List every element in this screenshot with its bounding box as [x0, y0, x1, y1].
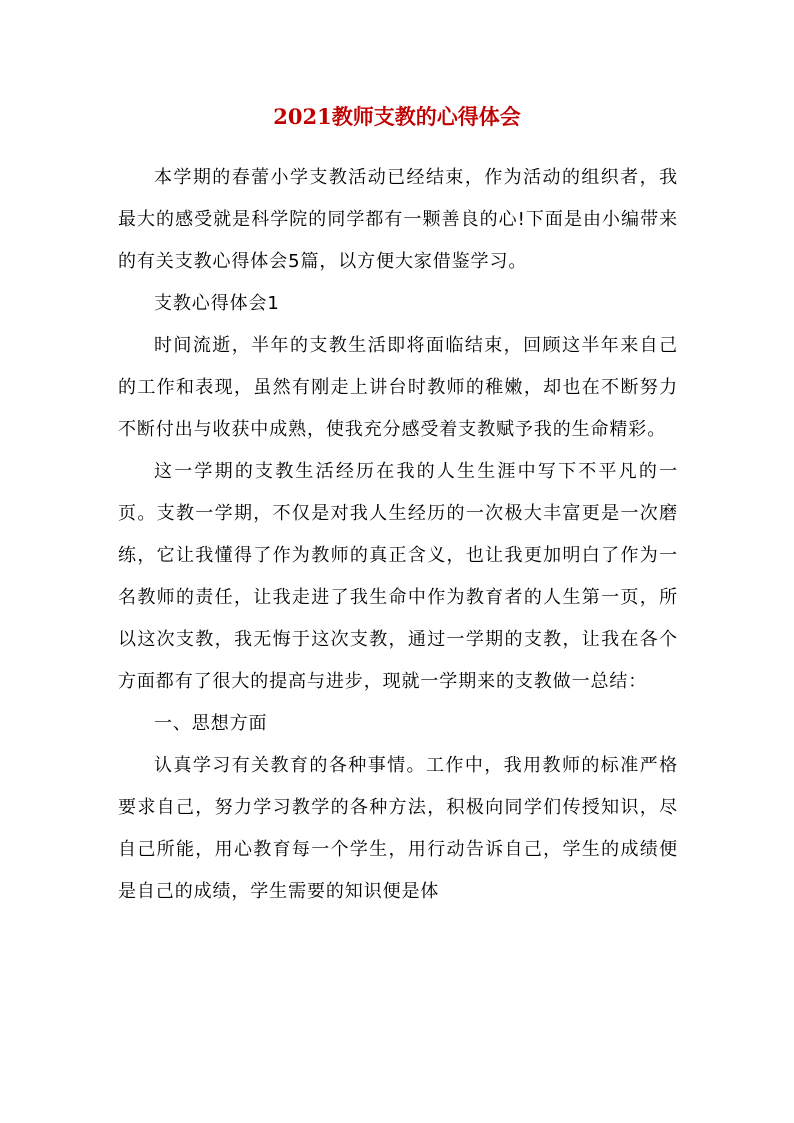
intro-paragraph: 本学期的春蕾小学支教活动已经结束，作为活动的组织者，我最大的感受就是科学院的同学都有一颗善良的心!下面是由小编带来的有关支教心得体会5篇，以方便大家借鉴学习。 [118, 167, 678, 272]
subsection-heading: 一、思想方面 [154, 713, 268, 734]
document-body [118, 157, 678, 913]
section-heading-1: 支教心得体会1 [154, 293, 280, 314]
body-paragraph: 时间流逝，半年的支教生活即将面临结束，回顾这半年来自己的工作和表现，虽然有刚走上讲台时教师的稚嫩，却也在不断努力不断付出与收获中成熟，使我充分感受着支教赋予我的生命精彩。 [118, 335, 678, 440]
body-paragraph: 认真学习有关教育的各种事情。工作中，我用教师的标准严格要求自己，努力学习教学的各种方法，积极向同学们传授知识，尽自己所能，用心教育每一个学生，用行动告诉自己，学生的成绩便是自己的成绩，学生需要的知识便是体 [118, 755, 678, 902]
body-paragraph: 这一学期的支教生活经历在我的人生生涯中写下不平凡的一页。支教一学期，不仅是对我人生经历的一次极大丰富更是一次磨练，它让我懂得了作为教师的真正含义，也让我更加明白了作为一名教师的责任，让我走进了我生命中作为教育者的人生第一页，所以这次支教，我无悔于这次支教，通过一学期的支教，让我在各个方面都有了很大的提高与进步，现就一学期来的支教做一总结： [118, 461, 678, 692]
document-title: 2021教师支教的心得体会 [273, 104, 521, 129]
